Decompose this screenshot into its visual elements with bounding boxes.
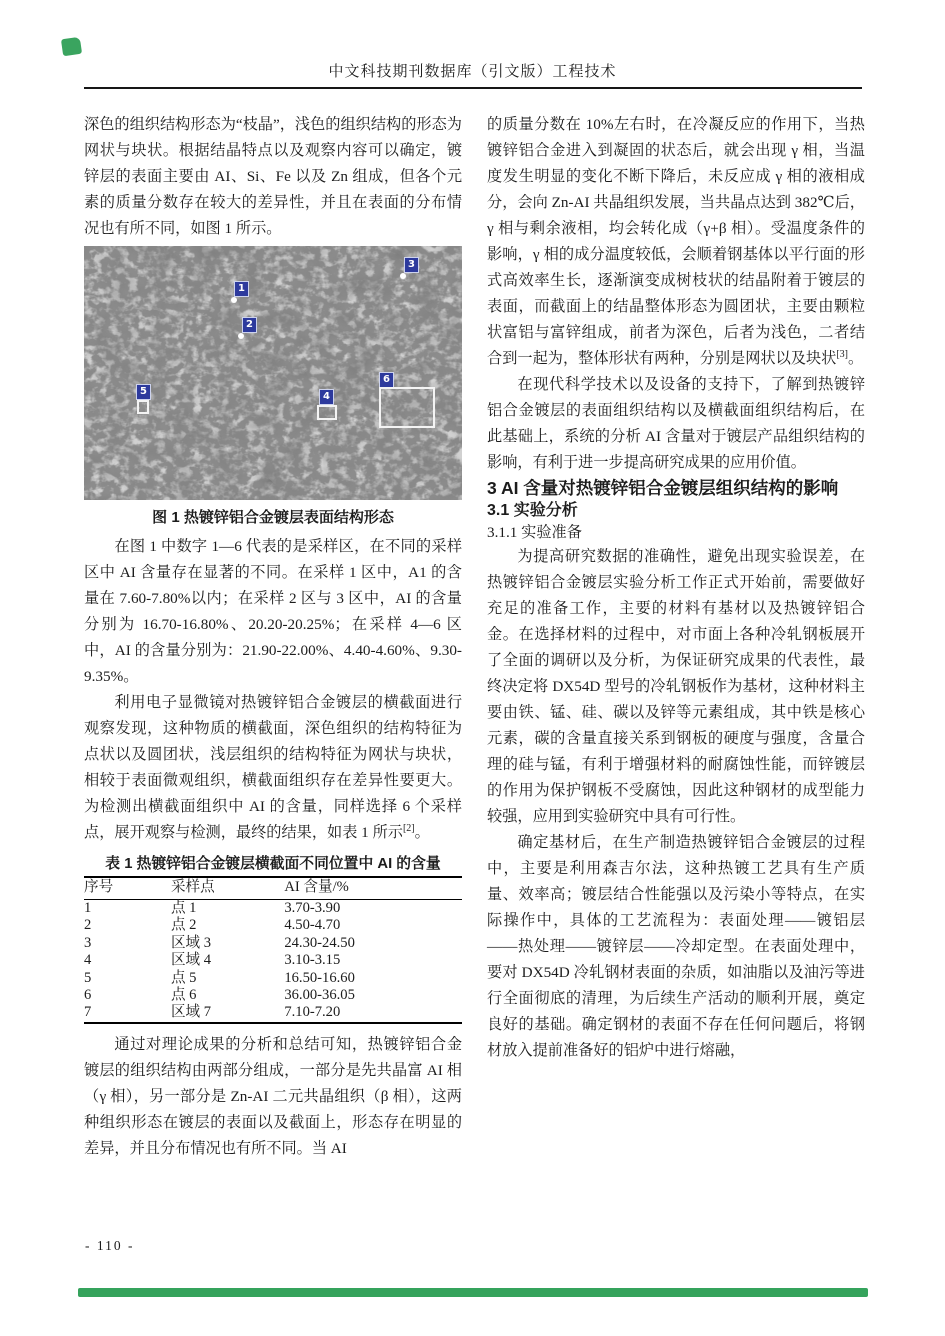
figure-1-caption: 图 1 热镀锌铝合金镀层表面结构形态 — [152, 509, 394, 526]
sample-area-4 — [317, 405, 337, 420]
cell: 3.10-3.15 — [284, 952, 341, 969]
right-column — [487, 112, 865, 1064]
paragraph-text: 的质量分数在 10%左右时，在冷凝反应的作用下，当热镀锌铝合金进入到凝固的状态后，就会出现 γ 相，当温度发生明显的变化不断下降后，未反应成 γ 相的液相成分，会向 Zn-AI 共晶组织发展，当共晶点达到 382℃后，γ 相与剩余液相，均会转化成（γ+β 相）。受温度条件的影响，γ 相的成分温度较低，会顺着钢基体以平行面的形式高效率生长，逐渐演变成树枝状的结晶附着于镀层的表面，而截面上的结晶整体形态为圆团状，主要由颗粒状富铝与富锌组成，前者为深色，后者为浅色，二者结合到一起为，整体形状有两种，分别是网状以及块状 — [487, 116, 865, 367]
paragraph: 通过对理论成果的分析和总结可知，热镀锌铝合金镀层的组织结构由两部分组成，一部分是先共晶富 AI 相（γ 相），另一部分是 Zn-AI 二元共晶组织（β 相），这两种组织形态在镀层的表面以及截面上，形态存在明显的差异，并且分布情况也有所不同。当 AI — [84, 1035, 462, 1157]
column-header: AI 含量/% — [284, 877, 462, 900]
sample-marker-4: 4 — [319, 389, 334, 405]
paragraph: 为提高研究数据的准确性，避免出现实验误差，在热镀锌铝合金镀层实验分析工作正式开始前，需要做好充足的准备工作，主要的材料有基材以及热镀锌铝合金。在选择材料的过程中，对市面上各种冷轧钢板展开了全面的调研以及分析，为保证研究成果的代表性，最终决定将 DX54D 型号的冷轧钢板作为基材，这种材料主要由铁、锰、硅、碳以及锌等元素组成，其中铁是核心元素，碳的含量直接关系到钢板的硬度与强度，含量合理的硅与锰，有利于增强材料的耐腐蚀性能，而锌镀层的作用为保护钢板不受腐蚀，因此这种钢材的成型能力较强，应用到实验研究中具有可行性。 — [487, 548, 865, 825]
column-header: 序号 — [84, 877, 171, 900]
cell: 16.50-16.60 — [284, 969, 355, 986]
table-row — [84, 987, 462, 1004]
paragraph-text: 利用电子显微镜对热镀锌铝合金镀层的横截面进行观察发现，这种物质的横截面，深色组织的结构特征为点状以及圆团状，浅层组织的结构特征为网状与块状，相较于表面微观组织，横截面组织存在差异性要更大。为检测出横截面组织中 AI 的含量，同样选择 6 个采样点，展开观察与检测，最终的结果，如表 1 所示 — [84, 694, 462, 841]
sample-marker-2: 2 — [242, 317, 257, 333]
table-header-row — [84, 877, 462, 900]
cell: 6 — [84, 987, 92, 1004]
paragraph-continuation — [487, 112, 865, 372]
cell: 24.30-24.50 — [284, 934, 355, 951]
cell: 1 — [84, 900, 92, 916]
cell: 36.00-36.05 — [284, 987, 355, 1004]
cell: 4.50-4.70 — [284, 917, 341, 934]
cell: 3.70-3.90 — [284, 900, 341, 916]
table-1 — [84, 876, 462, 1024]
table-row — [84, 935, 462, 952]
table-row — [84, 970, 462, 987]
sample-marker-6: 6 — [379, 372, 394, 388]
section-heading-3-1-1: 3.1.1 实验准备 — [487, 524, 582, 541]
citation-ref-3: [3] — [836, 348, 848, 360]
table-row — [84, 917, 462, 934]
cell: 5 — [84, 969, 92, 986]
cell: 区域 7 — [170, 1004, 212, 1021]
cell: 区域 4 — [170, 952, 212, 969]
sample-area-5 — [137, 400, 149, 414]
section-heading-3-1: 3.1 实验分析 — [487, 502, 578, 519]
cell: 区域 3 — [170, 934, 212, 951]
sample-area-6 — [379, 387, 435, 428]
paragraph-text: 。 — [414, 824, 430, 841]
table-row — [84, 1004, 462, 1022]
cell: 点 6 — [170, 987, 197, 1004]
page-number: - 110 - — [85, 1238, 135, 1253]
figure-1 — [84, 246, 462, 530]
cell: 点 2 — [170, 917, 197, 934]
cell: 4 — [84, 952, 92, 969]
paragraph-continuation: 深色的组织结构形态为“枝晶”，浅色的组织结构的形态为网状与块状。根据结晶特点以及观察内容可以确定，镀锌层的表面主要由 AI、Si、Fe 以及 Zn 组成，但各个元素的质量分数存在较大的差异性，并且在表面的分布情况也有所不同，如图 1 所示。 — [84, 116, 462, 237]
journal-header-title: 中文科技期刊数据库（引文版）工程技术 — [328, 64, 617, 80]
citation-ref-2: [2] — [402, 822, 415, 834]
paragraph — [84, 690, 462, 846]
cell: 点 5 — [170, 969, 197, 986]
green-corner-mark — [61, 37, 82, 56]
section-heading-3: 3 AI 含量对热镀锌铝合金镀层组织结构的影响 — [487, 478, 839, 498]
header-rule — [84, 87, 862, 89]
cell: 3 — [84, 934, 92, 951]
paragraph-text: 。 — [847, 350, 864, 367]
paragraph: 在现代科学技术以及设备的支持下，了解到热镀锌铝合金镀层的表面组织结构以及横截面组织结构后，在此基础上，系统的分析 AI 含量对于镀层产品组织结构的影响，有利于进一步提高研究成果的应用价值。 — [487, 376, 865, 471]
paragraph: 在图 1 中数字 1—6 代表的是采样区，在不同的采样区中 AI 含量存在显著的不同。在采样 1 区中，A1 的含量在 7.60-7.80%以内；在采样 2 区与 3 区中，AI 的含量分别为 16.70-16.80%、20.20-20.25%；在采样 4—6 区中，AI 的含量分别为：21.90-22.00%、4.40-4.60%、9.30-9.35%。 — [84, 538, 462, 685]
sample-marker-3: 3 — [404, 257, 419, 273]
sample-marker-5: 5 — [136, 384, 151, 400]
micrograph-texture — [84, 246, 462, 500]
cell: 7.10-7.20 — [284, 1004, 341, 1021]
paragraph: 确定基材后，在生产制造热镀锌铝合金镀层的过程中，主要是利用森吉尔法，这种热镀工艺具有生产质量、效率高；镀层结合性能强以及污染小等特点，在实际操作中，具体的工艺流程为：表面处理——镀铝层——热处理——镀锌层——冷却定型。在表面处理中，要对 DX54D 冷轧钢材表面的杂质，如油脂以及油污等进行全面彻底的清理，为后续生产活动的顺利开展，奠定良好的基础。确定钢材的表面不存在任何问题后，将钢材放入提前准备好的铝炉中进行熔融， — [487, 834, 865, 1059]
column-header: 采样点 — [171, 877, 284, 900]
sample-marker-1: 1 — [234, 281, 249, 297]
micrograph-image — [84, 246, 462, 500]
sample-point-3 — [400, 273, 406, 279]
table-row — [84, 900, 462, 918]
table-1-title: 表 1 热镀锌铝合金镀层横截面不同位置中 AI 的含量 — [105, 856, 441, 872]
cell: 7 — [84, 1004, 92, 1021]
green-bottom-bar — [78, 1288, 868, 1297]
sample-point-2 — [238, 333, 244, 339]
cell: 点 1 — [170, 900, 197, 916]
sample-point-1 — [231, 297, 237, 303]
cell: 2 — [84, 917, 92, 934]
left-column — [84, 112, 462, 1162]
table-row — [84, 952, 462, 969]
